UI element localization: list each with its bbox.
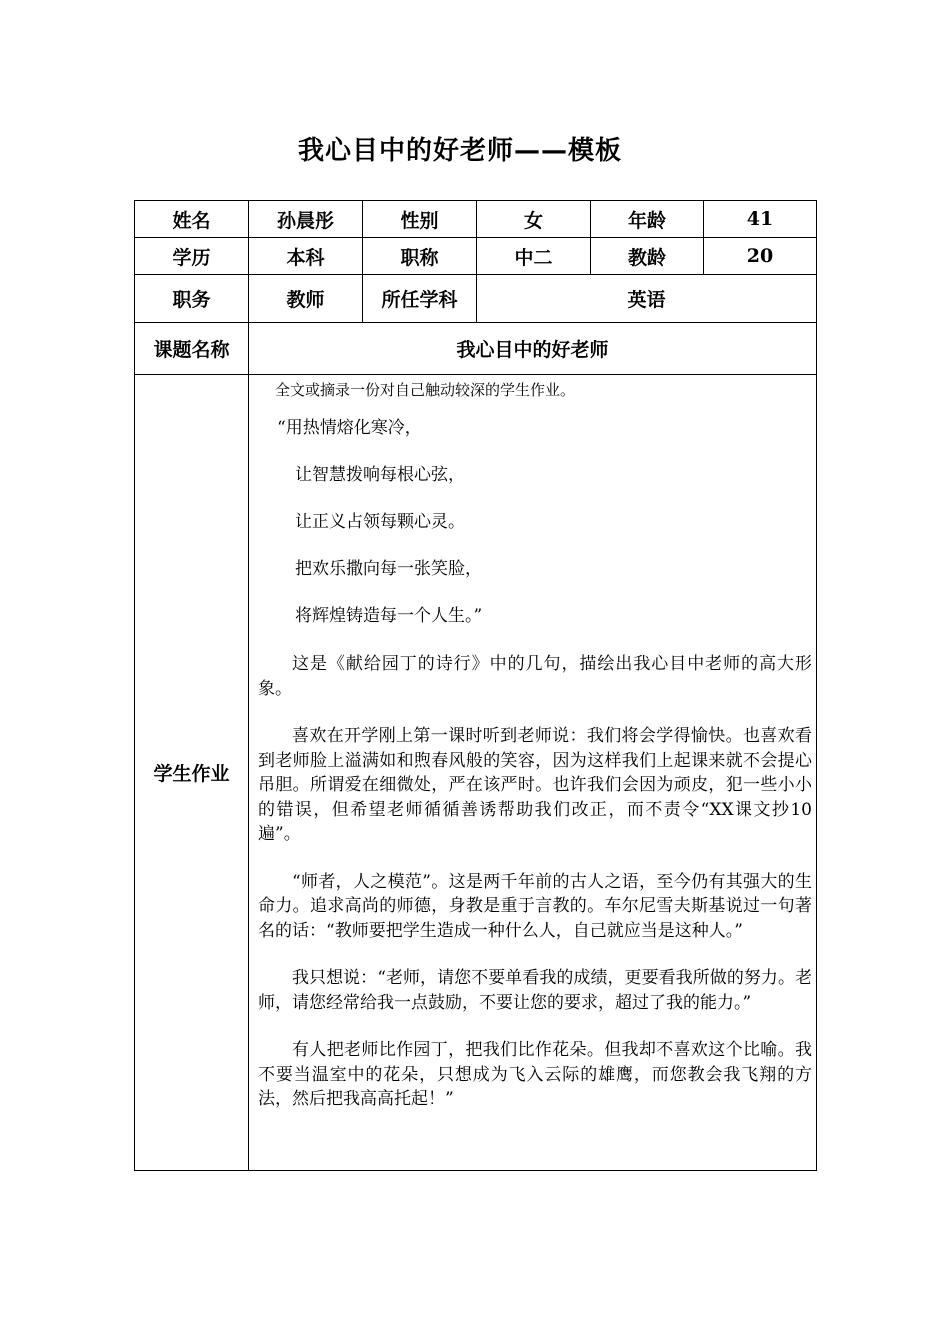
rank-label: 职称 [363, 238, 477, 275]
poem-line: 让正义占领每颗心灵。 [295, 512, 465, 532]
position-value: 教师 [249, 275, 363, 323]
paragraph: “师者，人之模范”。这是两千年前的古人之语，至今仍有其强大的生命力。追求高尚的师德，身教是重于言教的。车尔尼雪夫斯基说过一句著名的话：“教师要把学生造成一种什么人，自己就应当是这种人。” [258, 871, 812, 941]
topic-label: 课题名称 [135, 323, 249, 375]
homework-instruction: 全文或摘录一份对自己触动较深的学生作业。 [275, 381, 576, 399]
poem-line: 把欢乐撒向每一张笑脸， [295, 559, 482, 579]
poem-line: 将辉煌铸造每一个人生。” [295, 606, 483, 626]
subject-value: 英语 [477, 275, 817, 323]
page-title: 我心目中的好老师——模板 [297, 136, 622, 166]
paragraph: 喜欢在开学刚上第一课时听到老师说：我们将会学得愉快。也喜欢看到老师脸上溢满如和煦春风般的笑容，因为这样我们上起课来就不会提心吊胆。所谓爱在细微处，严在该严时。也许我们会因为顽皮，犯一些小小的错误，但希望老师循循善诱帮助我们改正，而不责令“XX课文抄10遍”。 [258, 726, 812, 844]
position-label: 职务 [135, 275, 249, 323]
rank-value: 中二 [477, 238, 591, 275]
age-value: 41 [704, 201, 817, 238]
table-row [135, 375, 817, 1171]
education-label: 学历 [135, 238, 249, 275]
paragraph: 这是《献给园丁的诗行》中的几句，描绘出我心目中老师的高大形象。 [258, 654, 812, 699]
education-value: 本科 [249, 238, 363, 275]
teacher-info-table [134, 200, 817, 1171]
gender-value: 女 [477, 201, 591, 238]
homework-label: 学生作业 [135, 375, 249, 1171]
table-row [135, 238, 817, 275]
poem-line: “用热情熔化寒冷， [277, 418, 422, 438]
gender-label: 性别 [363, 201, 477, 238]
paragraph: 有人把老师比作园丁，把我们比作花朵。但我却不喜欢这个比喻。我不要当温室中的花朵，只想成为飞入云际的雄鹰，而您教会我飞翔的方法，然后把我高高托起！” [258, 1040, 812, 1109]
table-row [135, 275, 817, 323]
name-value: 孙晨彤 [249, 201, 363, 238]
years-label: 教龄 [591, 238, 704, 275]
paragraph: 我只想说：“老师，请您不要单看我的成绩，更要看我所做的努力。老师，请您经常给我一点鼓励，不要让您的要求，超过了我的能力。” [258, 968, 812, 1013]
years-value: 20 [704, 238, 817, 275]
homework-content [249, 375, 817, 1171]
table-row [135, 323, 817, 375]
table-row [135, 201, 817, 238]
topic-value: 我心目中的好老师 [249, 323, 817, 375]
name-label: 姓名 [135, 201, 249, 238]
poem-line: 让智慧拨响每根心弦， [295, 465, 465, 485]
subject-label: 所任学科 [363, 275, 477, 323]
age-label: 年龄 [591, 201, 704, 238]
